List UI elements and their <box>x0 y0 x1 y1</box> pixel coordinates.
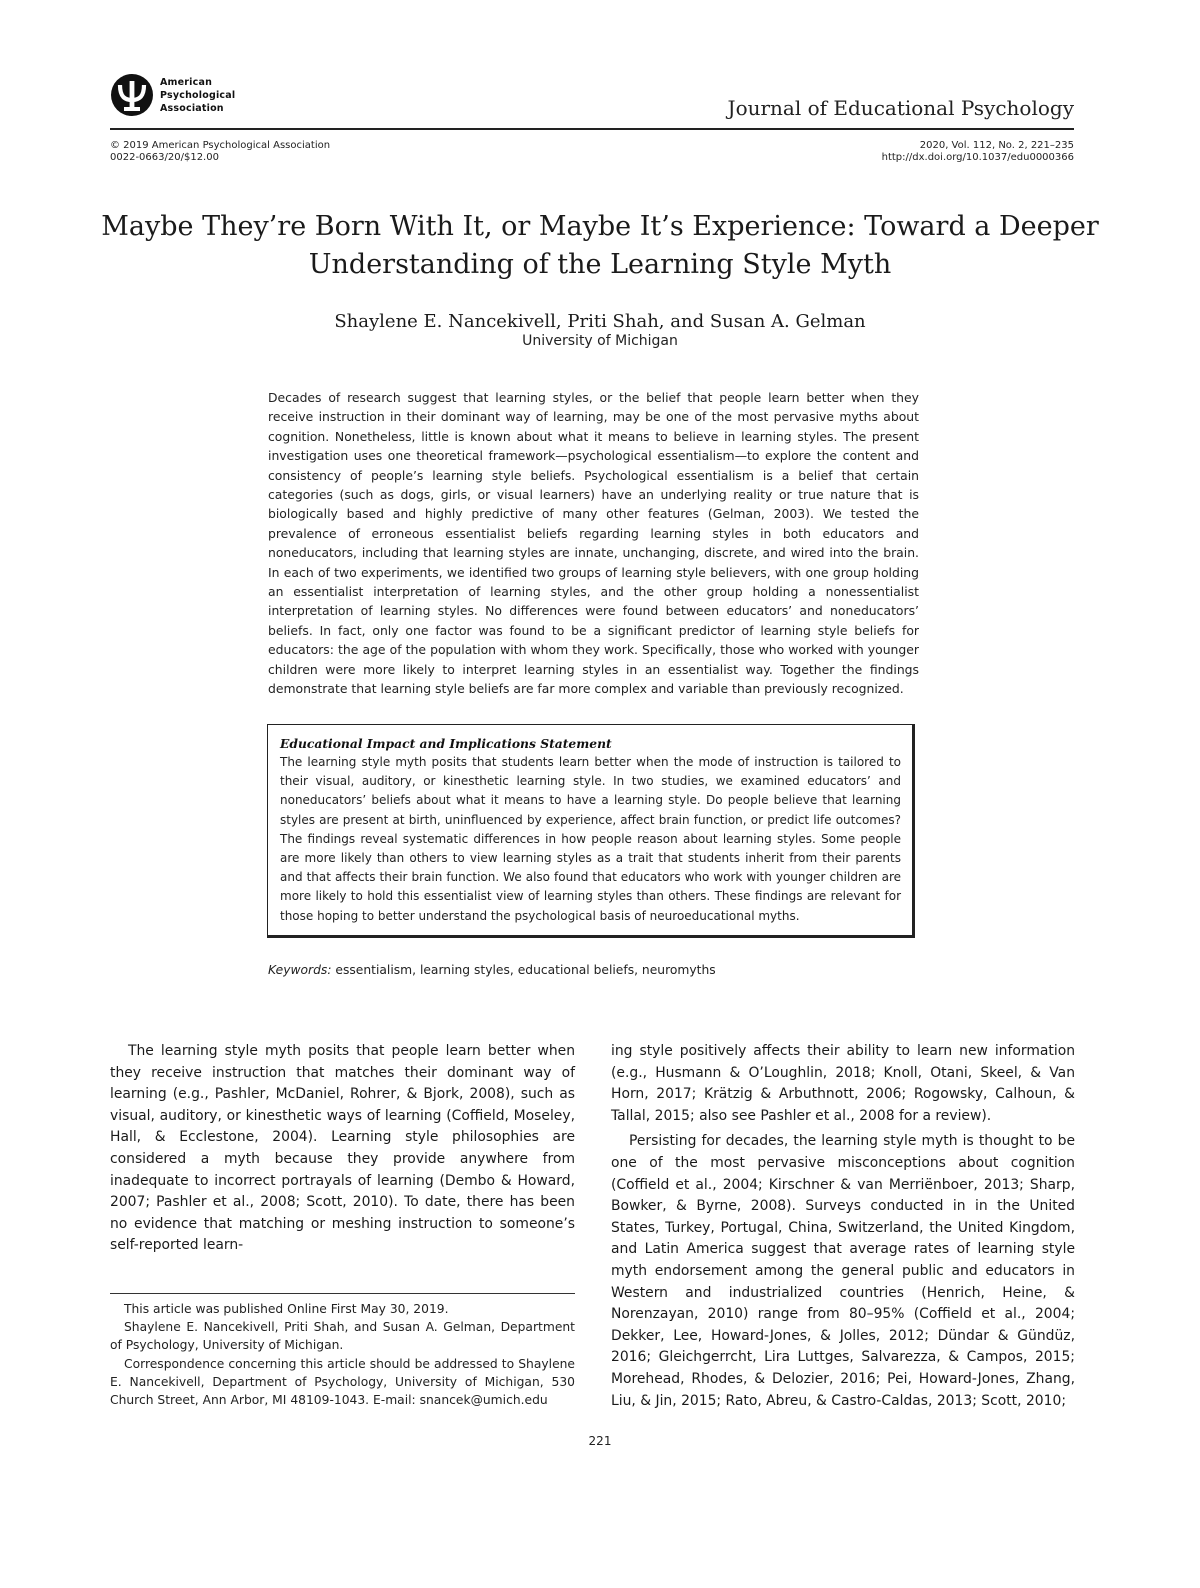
publisher-line: Psychological <box>160 90 236 101</box>
footnote: Shaylene E. Nancekivell, Priti Shah, and Susan A. Gelman, Department of Psychology, University of Michigan. <box>110 1320 575 1353</box>
article-title-line: Understanding of the Learning Style Myth <box>308 249 892 280</box>
keywords-label: Keywords: <box>268 963 332 977</box>
article-title <box>100 208 1100 284</box>
keywords <box>268 963 716 977</box>
body-paragraph: Persisting for decades, the learning style myth is thought to be one of the most pervasive misconceptions about cognition (Coffield et al., 2004; Kirschner & van Merriënboer, 2013; Sharp, Bowker, & Byrne, 2008). Surveys conducted in in the United States, Turkey, Portugal, China, Switzerland, the United Kingdom, and Latin America suggest that average rates of learning style myth endorsement among the general public and educators in Western and industrialized countries (Henrich, Heine, & Norenzayan, 2010) range from 80–95% (Coffield et al., 2004; Dekker, Lee, Howard-Jones, & Jolles, 2012; Dündar & Gündüz, 2016; Gleichgerrcht, Lira Luttges, Salvarezza, & Campos, 2015; Morehead, Rhodes, & Delozier, 2016; Pei, Howard-Jones, Zhang, Liu, & Jin, 2015; Rato, Abreu, & Castro-Caldas, 2013; Scott, 2010; <box>611 1133 1075 1409</box>
body-column-right <box>611 1041 1075 1412</box>
author-list: Shaylene E. Nancekivell, Priti Shah, and Susan A. Gelman <box>334 311 866 332</box>
page-number: 221 <box>588 1434 612 1448</box>
apa-psi-logo-icon <box>110 73 154 117</box>
publisher-name <box>160 76 235 115</box>
impact-statement-heading: Educational Impact and Implications Statement <box>280 736 612 751</box>
impact-statement-text: The learning style myth posits that students learn better when the mode of instruction is tailored to their visual, auditory, or kinesthetic learning style. In two studies, we examined educators’ and noneducators’ beliefs about what it means to have a learning style. Do people believe that learning styles are present at birth, uninfluenced by experience, affect brain function, or predict life outcomes? The findings reveal systematic differences in how people reason about learning styles. Some people are more likely than others to view learning styles as a trait that students inherit from their parents and that affects their brain function. We also found that educators who work with younger children are more likely to hold this essentialist view of learning styles than others. These findings are relevant for those hoping to better understand the psychological basis of neuroeducational myths. <box>280 755 901 923</box>
footnote-rule <box>110 1293 575 1294</box>
journal-title: Journal of Educational Psychology <box>727 96 1074 120</box>
keywords-list: essentialism, learning styles, educational beliefs, neuromyths <box>335 963 716 977</box>
body-paragraph: The learning style myth posits that people learn better when they receive instruction that matches their dominant way of learning (e.g., Pashler, McDaniel, Rohrer, & Bjork, 2008), such as visual, auditory, or kinesthetic ways of learning (Coffield, Moseley, Hall, & Ecclestone, 2004). Learning style philosophies are considered a myth because they provide anywhere from inadequate to incorrect portrayals of learning (Dembo & Howard, 2007; Pashler et al., 2008; Scott, 2010). To date, there has been no evidence that matching or meshing instruction to someone’s self-reported learn- <box>110 1043 575 1254</box>
citation-block <box>882 140 1074 164</box>
copyright-line: © 2019 American Psychological Association <box>110 140 331 151</box>
footnotes <box>110 1300 575 1409</box>
publisher-line: American <box>160 77 213 88</box>
body-column-left <box>110 1041 575 1257</box>
body-paragraph: ing style positively affects their ability to learn new information (e.g., Husmann & O’Loughlin, 2018; Knoll, Otani, Skeel, & Van Horn, 2017; Krätzig & Arbuthnott, 2006; Rogowsky, Calhoun, & Tallal, 2015; also see Pashler et al., 2008 for a review). <box>611 1043 1075 1124</box>
footnote: This article was published Online First May 30, 2019. <box>124 1302 449 1316</box>
header-rule <box>110 128 1074 130</box>
affiliation: University of Michigan <box>522 333 678 349</box>
doi-link[interactable]: http://dx.doi.org/10.1037/edu0000366 <box>881 152 1074 163</box>
footnote: Correspondence concerning this article should be addressed to Shaylene E. Nancekivell, Department of Psychology, University of Michigan, 530 Church Street, Ann Arbor, MI 48109-1043. E-mail: snancek@umich.edu <box>110 1356 575 1408</box>
copyright-block <box>110 140 330 164</box>
issn-line: 0022-0663/20/$12.00 <box>110 152 219 163</box>
article-title-line: Maybe They’re Born With It, or Maybe It’s Experience: Toward a Deeper <box>101 211 1099 242</box>
volume-info: 2020, Vol. 112, No. 2, 221–235 <box>919 140 1074 151</box>
abstract: Decades of research suggest that learning styles, or the belief that people learn better when they receive instruction in their dominant way of learning, may be one of the most pervasive myths about cognition. Nonetheless, little is known about what it means to believe in learning styles. The present investigation uses one theoretical framework—psychological essentialism—to explore the content and consistency of people’s learning style beliefs. Psychological essentialism is a belief that certain categories (such as dogs, girls, or visual learners) have an underlying reality or true nature that is biologically based and highly predictive of many other features (Gelman, 2003). We tested the prevalence of erroneous essentialist beliefs regarding learning styles in both educators and noneducators, including that learning styles are innate, unchanging, discrete, and wired into the brain. In each of two experiments, we identified two groups of learning style believers, with one group holding an essentialist interpretation of learning styles, and the other group holding a nonessentialist interpretation of learning styles. No differences were found between educators’ and noneducators’ beliefs. In fact, only one factor was found to be a significant predictor of learning style beliefs for educators: the age of the population with whom they work. Specifically, those who worked with younger children were more likely to interpret learning styles in an essentialist way. Together the findings demonstrate that learning style beliefs are far more complex and variable than previously recognized. <box>268 390 919 697</box>
publisher-line: Association <box>160 103 224 114</box>
impact-statement-box <box>267 724 915 938</box>
